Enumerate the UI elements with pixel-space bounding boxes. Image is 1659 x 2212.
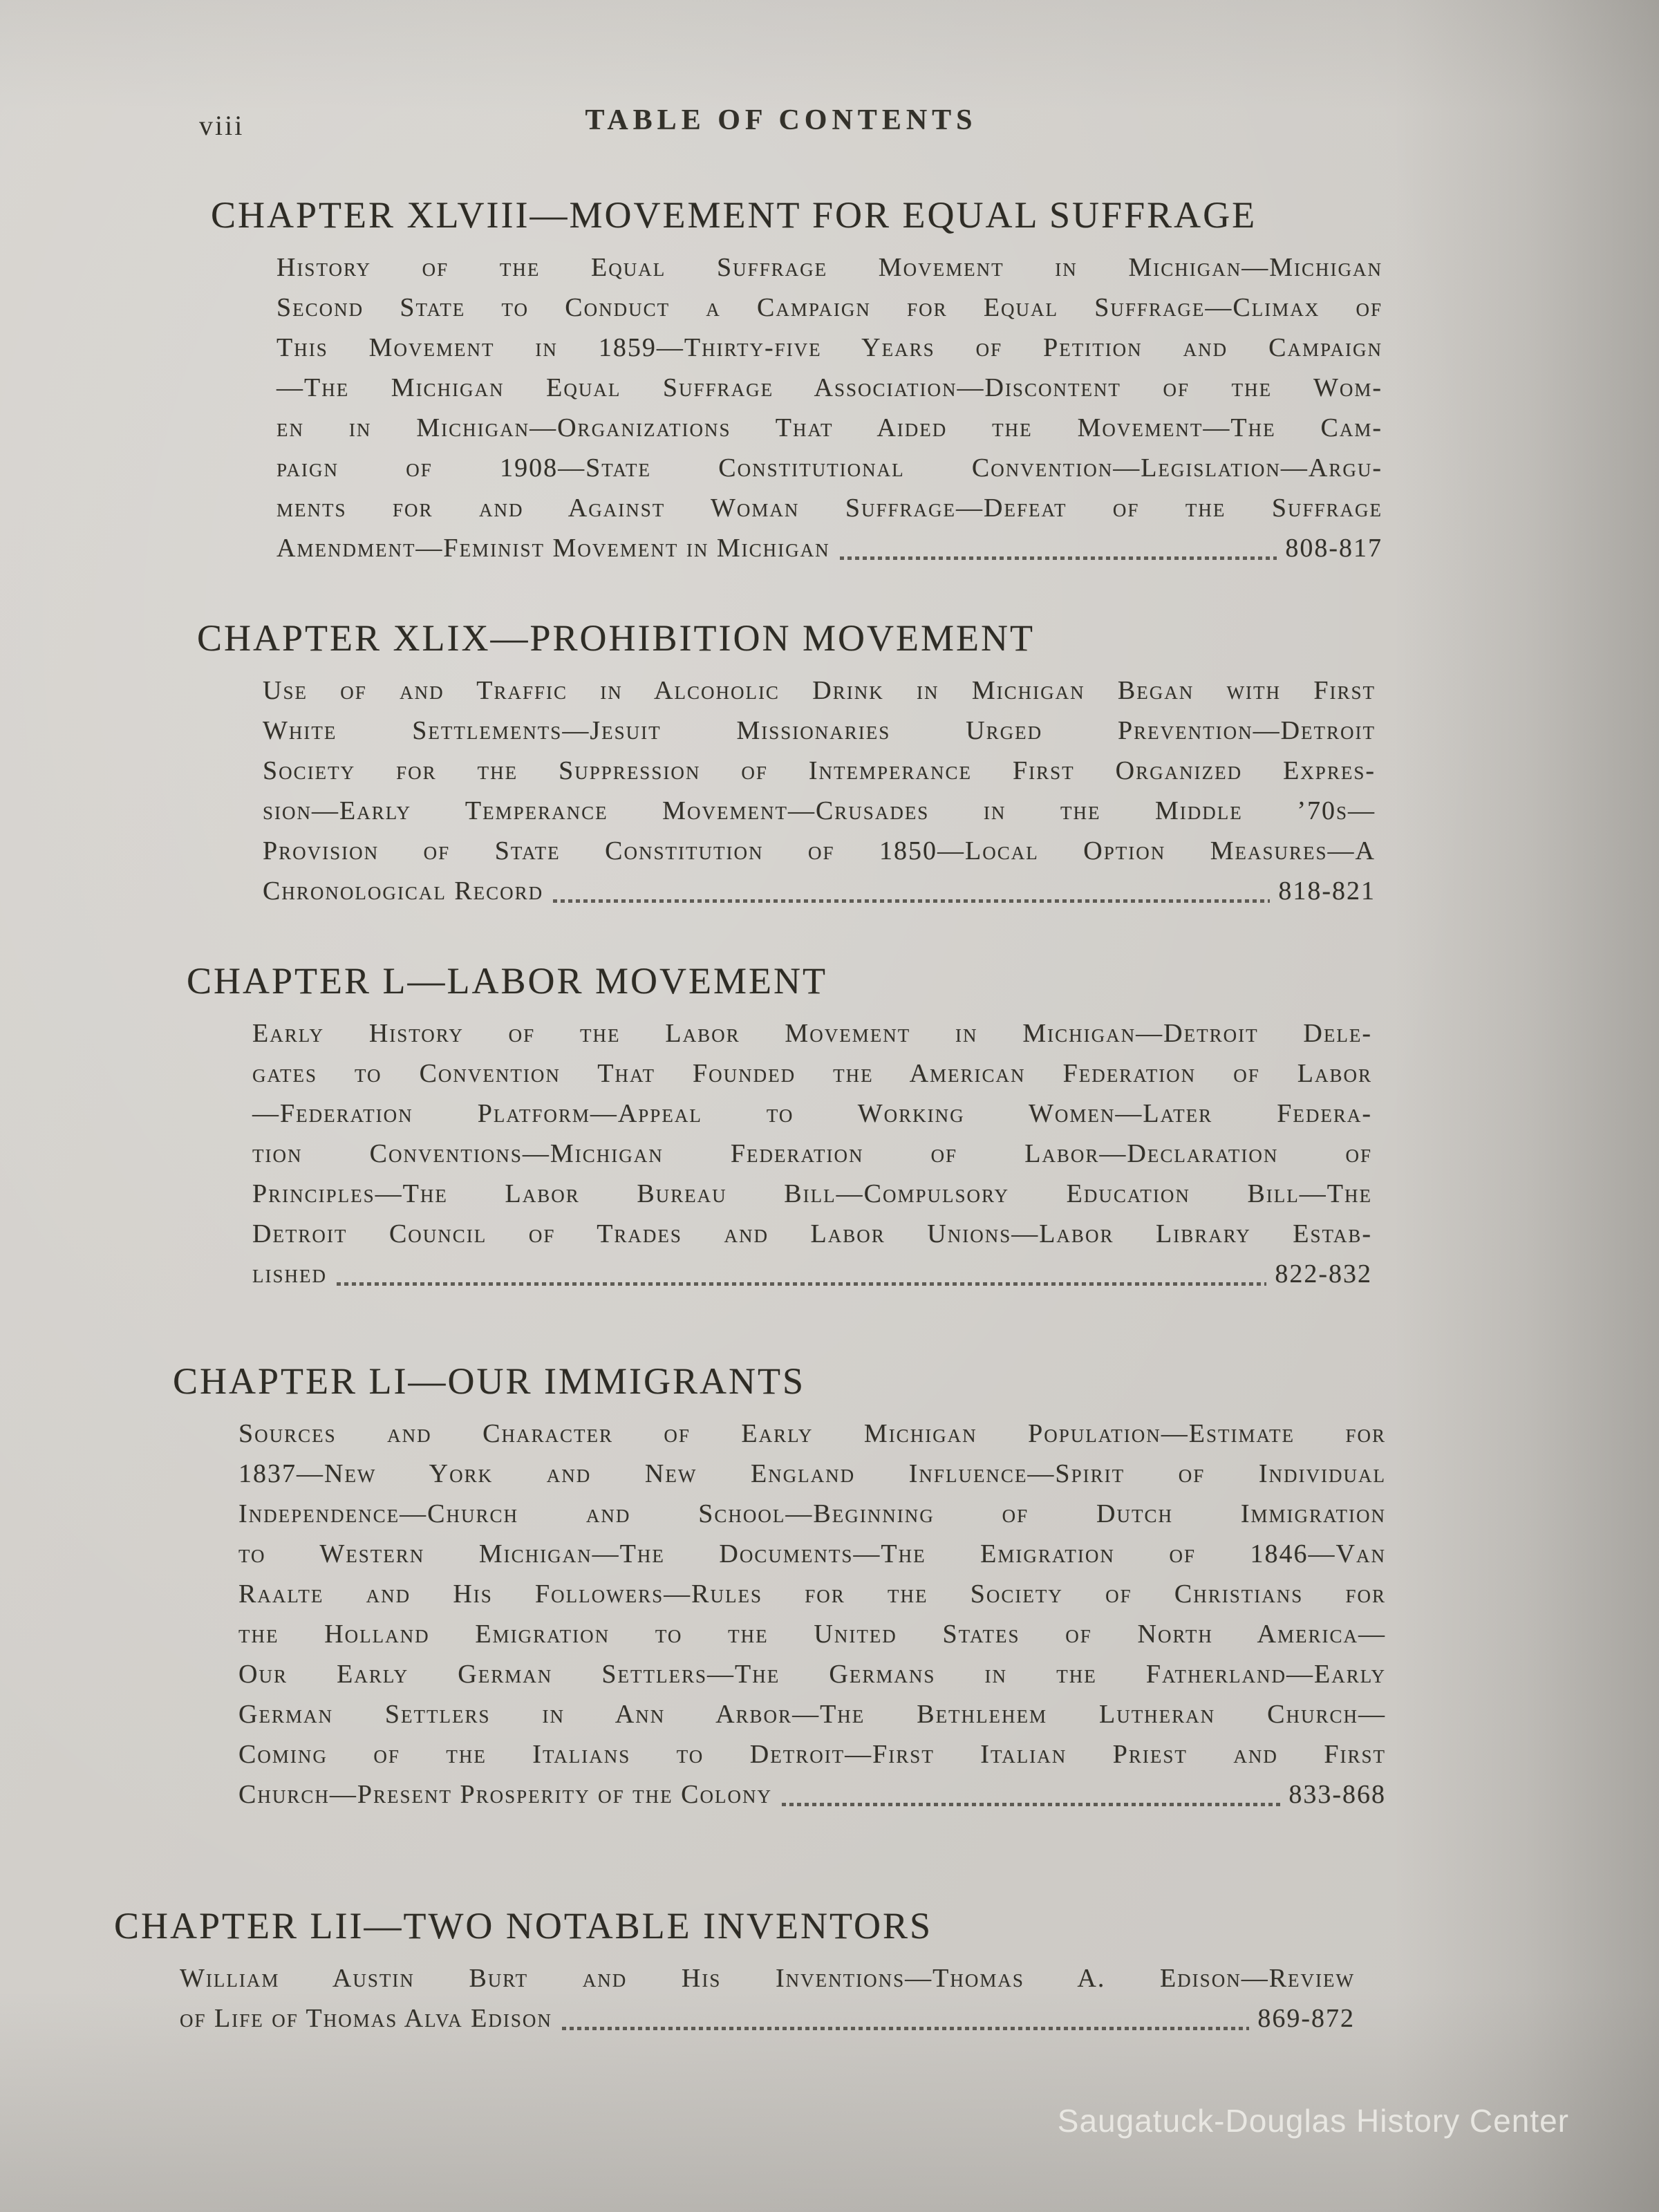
chapter-heading: CHAPTER XLIX—PROHIBITION MOVEMENT xyxy=(197,617,1035,659)
chapter-section xyxy=(173,1360,1389,1815)
toc-line: German Settlers in Ann Arbor—The Bethlehem Lutheran Church— xyxy=(238,1700,1386,1730)
toc-line: White Settlements—Jesuit Missionaries Urged Prevention—Detroit xyxy=(263,716,1376,746)
chapter-body xyxy=(180,1958,1355,2038)
toc-last-line xyxy=(276,528,1382,568)
toc-line: Sources and Character of Early Michigan Population—Estimate for xyxy=(238,1419,1386,1449)
chapter-section xyxy=(211,194,1389,568)
toc-last-text: of Life of Thomas Alva Edison xyxy=(180,2004,552,2034)
toc-line: ments for and Against Woman Suffrage—Defeat of the Suffrage xyxy=(276,494,1382,523)
toc-line: Use of and Traffic in Alcoholic Drink in Michigan Began with First xyxy=(263,676,1376,706)
dotted-leader xyxy=(337,1282,1266,1286)
page-header xyxy=(173,104,1389,145)
toc-line: —The Michigan Equal Suffrage Association—Discontent of the Wom- xyxy=(276,373,1382,403)
toc-line: Coming of the Italians to Detroit—First Italian Priest and First xyxy=(238,1740,1386,1770)
toc-last-line xyxy=(180,1998,1355,2038)
chapter-section xyxy=(187,959,1389,1294)
chapter-heading: CHAPTER XLVIII—MOVEMENT FOR EQUAL SUFFRAGE xyxy=(211,194,1257,236)
page-range: 822-832 xyxy=(1275,1259,1372,1289)
chapter-heading: CHAPTER LI—OUR IMMIGRANTS xyxy=(173,1360,806,1403)
toc-last-text: Amendment—Feminist Movement in Michigan xyxy=(276,534,830,563)
toc-last-line xyxy=(252,1254,1372,1294)
toc-line: This Movement in 1859—Thirty-five Years of Petition and Campaign xyxy=(276,333,1382,363)
toc-line: Provision of State Constitution of 1850—Local Option Measures—A xyxy=(263,836,1376,866)
chapter-heading: CHAPTER LII—TWO NOTABLE INVENTORS xyxy=(114,1905,933,1947)
toc-line: sion—Early Temperance Movement—Crusades in the Middle ’70s— xyxy=(263,796,1376,826)
chapter-section xyxy=(114,1904,1389,2038)
toc-last-line xyxy=(238,1774,1386,1815)
page-range: 818-821 xyxy=(1278,877,1376,906)
chapter-body xyxy=(252,1013,1372,1294)
dotted-leader xyxy=(562,2027,1249,2030)
page-title: TABLE OF CONTENTS xyxy=(585,104,977,136)
chapter-body xyxy=(276,247,1382,568)
folio-number: viii xyxy=(199,110,245,141)
toc-last-line xyxy=(263,871,1376,911)
watermark: Saugatuck-Douglas History Center xyxy=(1057,2103,1569,2139)
toc-line: Principles—The Labor Bureau Bill—Compulsory Education Bill—The xyxy=(252,1179,1372,1209)
toc-line: gates to Convention That Founded the American Federation of Labor xyxy=(252,1059,1372,1089)
dotted-leader xyxy=(782,1803,1280,1806)
page-content xyxy=(114,0,1389,2038)
chapter-body xyxy=(263,671,1376,911)
toc-line: Our Early German Settlers—The Germans in the Fatherland—Early xyxy=(238,1660,1386,1689)
chapter-body xyxy=(238,1414,1386,1815)
page-range: 808-817 xyxy=(1285,534,1382,563)
toc-last-text: Chronological Record xyxy=(263,877,544,906)
dotted-leader xyxy=(553,899,1270,903)
toc-line: Raalte and His Followers—Rules for the Society of Christians for xyxy=(238,1580,1386,1609)
page-range: 833-868 xyxy=(1288,1780,1386,1810)
chapter-section xyxy=(197,617,1389,911)
toc-line: en in Michigan—Organizations That Aided the Movement—The Cam- xyxy=(276,413,1382,443)
toc-line: Independence—Church and School—Beginning of Dutch Immigration xyxy=(238,1499,1386,1529)
page-range: 869-872 xyxy=(1257,2004,1355,2034)
toc-line: —Federation Platform—Appeal to Working Women—Later Federa- xyxy=(252,1099,1372,1129)
toc-last-text: lished xyxy=(252,1259,327,1289)
toc-line: 1837—New York and New England Influence—Spirit of Individual xyxy=(238,1459,1386,1489)
dotted-leader xyxy=(840,556,1277,560)
toc-line: Early History of the Labor Movement in Michigan—Detroit Dele- xyxy=(252,1019,1372,1049)
toc-line: Second State to Conduct a Campaign for Equal Suffrage—Climax of xyxy=(276,293,1382,323)
toc-line: Detroit Council of Trades and Labor Unions—Labor Library Estab- xyxy=(252,1219,1372,1249)
toc-line: the Holland Emigration to the United States of North America— xyxy=(238,1620,1386,1649)
toc-line: William Austin Burt and His Inventions—Thomas A. Edison—Review xyxy=(180,1964,1355,1994)
toc-line: Society for the Suppression of Intemperance First Organized Expres- xyxy=(263,756,1376,786)
toc-line: tion Conventions—Michigan Federation of Labor—Declaration of xyxy=(252,1139,1372,1169)
toc-line: paign of 1908—State Constitutional Convention—Legislation—Argu- xyxy=(276,453,1382,483)
toc-last-text: Church—Present Prosperity of the Colony xyxy=(238,1780,772,1810)
chapter-list xyxy=(114,194,1389,2038)
toc-line: History of the Equal Suffrage Movement in Michigan—Michigan xyxy=(276,253,1382,283)
chapter-heading: CHAPTER L—LABOR MOVEMENT xyxy=(187,960,828,1002)
toc-line: to Western Michigan—The Documents—The Emigration of 1846—Van xyxy=(238,1539,1386,1569)
